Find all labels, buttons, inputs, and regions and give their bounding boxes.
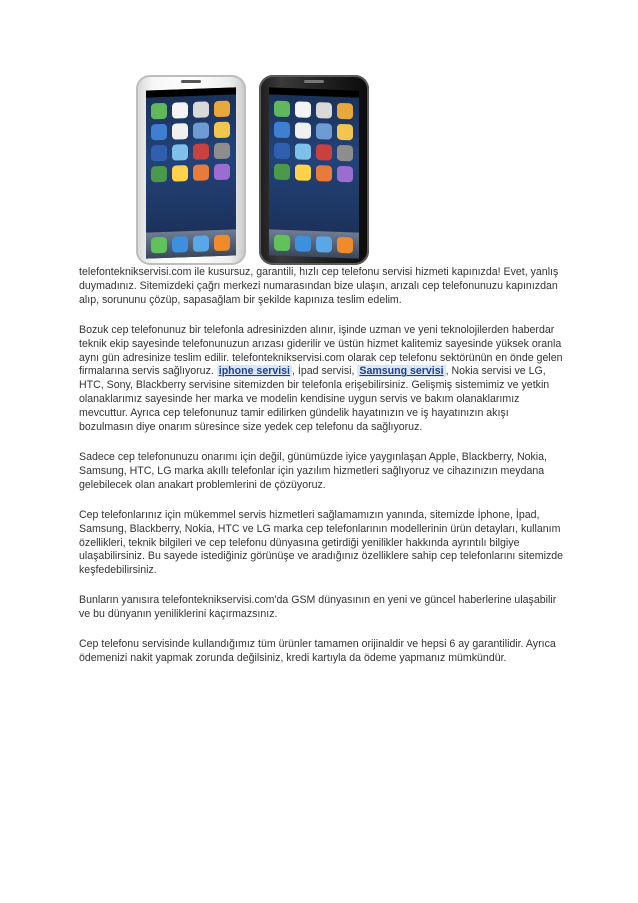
phone-photo xyxy=(136,75,380,265)
app-icon xyxy=(193,122,209,139)
paragraph-warranty: Cep telefonu servisinde kullandığımız tüm ürünler tamamen orijinaldir ve hepsi 6 ay garantilidir. Ayrıca ödemenizi nakit yapmak zorunda değilsiniz, kredi kartıyla da ödeme yapmanız mümkündür. xyxy=(79,638,556,664)
app-icon xyxy=(193,101,209,118)
app-icon-grid xyxy=(269,94,359,188)
phone-screen xyxy=(146,87,236,258)
app-icon xyxy=(316,102,332,119)
white-iphone-illustration xyxy=(136,75,246,265)
app-icon xyxy=(172,123,188,140)
app-icon xyxy=(295,122,311,139)
app-icon-grid xyxy=(146,94,236,188)
samsung-service-link[interactable]: Samsung servisi xyxy=(359,365,444,378)
app-icon xyxy=(214,101,230,118)
app-icon xyxy=(295,143,311,160)
paragraph-services xyxy=(79,324,564,435)
app-icon xyxy=(274,101,290,118)
app-icon xyxy=(151,237,167,254)
app-icon xyxy=(337,124,353,141)
app-icon xyxy=(316,236,332,253)
app-icon xyxy=(214,235,230,252)
speaker-slot xyxy=(181,80,201,83)
app-icon xyxy=(172,144,188,161)
paragraph-software: Sadece cep telefonunuzu onarımı için değil, günümüzde iyice yaygınlaşan Apple, Blackberry, Nokia, Samsung, HTC, LG marka akıllı telefonlar için yazılım hizmetleri sağlıyoruz ve cihazınızın meydana gelebilecek olan anakart problemlerini de çözüyoruz. xyxy=(79,450,547,491)
paragraph-models: Cep telefonlarınız için mükemmel servis hizmetleri sağlamamızın yanında, sitemizde İphone, İpad, Samsung, Blackberry, Nokia, HTC ve LG marka cep telefonlarının modellerinin ürün detayları, kullanım özellikleri, teknik bilgileri ve cep telefonu dünyasına getirdiği yenilikler hakkında ayrıntılı bilgiye ulaşabilirsiniz. Bu sayede istediğiniz görünüşe ve aradığınız özelliklere sahip cep telefonlarını sitemizde keşfedebilirsiniz. xyxy=(79,508,564,577)
app-icon xyxy=(214,164,230,181)
app-icon xyxy=(274,143,290,160)
app-icon xyxy=(214,122,230,139)
paragraph-news: Bunların yanısıra telefonteknikservisi.com'da GSM dünyasının en yeni ve güncel haberlerine ulaşabilir ve bu dünyanın yeniliklerini kaçırmazsınız. xyxy=(79,594,557,621)
app-icon xyxy=(295,164,311,181)
app-icon xyxy=(151,145,167,162)
app-icon xyxy=(151,124,167,141)
app-icon xyxy=(316,144,332,161)
iphone-service-link[interactable]: iphone servisi xyxy=(218,365,291,378)
app-icon xyxy=(193,143,209,160)
paragraph-text: Bozuk cep telefonunuz bir telefonla adresinizden alınır, işinde uzman ve yeni teknolojilerden haberdar teknik ekip sayesinde telefonunuzun arızası giderilir ve üstün hizmet kalitemiz sayesinde yüksek oranla aynı gün adresinize teslim edilir. telefonteknikservisi.com olarak cep telefonu sektörünün en önde gelen firmalarına servis sağlıyoruz. xyxy=(79,323,563,378)
app-icon xyxy=(337,166,353,183)
app-icon xyxy=(151,166,167,183)
phone-screen xyxy=(269,87,359,258)
article-body xyxy=(79,266,564,682)
paragraph-intro: telefonteknikservisi.com ile kusursuz, garantili, hızlı cep telefonu servisi hizmeti kapınızda! Evet, yanlış duymadınız. Sitemizdeki çağrı merkezi numarasından bize ulaşın, arızalı cep telefonunuzu kapınızdan alıp, sorununu çözüp, sapasağlam bir şekilde kapınıza teslim edelim. xyxy=(79,266,559,306)
app-icon xyxy=(193,235,209,252)
speaker-slot xyxy=(304,80,324,83)
app-icon xyxy=(337,145,353,162)
app-icon xyxy=(274,122,290,139)
app-icon xyxy=(295,101,311,118)
app-icon xyxy=(172,236,188,253)
app-icon xyxy=(214,143,230,160)
app-icon xyxy=(193,164,209,181)
app-icon xyxy=(295,235,311,252)
app-icon xyxy=(172,165,188,182)
paragraph-text: , İpad servisi, xyxy=(292,365,358,378)
app-icon xyxy=(151,103,167,120)
app-icon xyxy=(316,165,332,182)
dock xyxy=(146,229,236,258)
paragraph-text: , Nokia servisi ve LG, HTC, Sony, Blackberry servisine sitemizden bir telefonla erişebilirsiniz. Gelişmiş sistemimiz ve yetkin olanaklarımız sayesinde her marka ve modelin kendisine uygun servis ve bakım olanaklarımız mevcuttur. Ayrıca cep telefonunuz tamir edilirken gündelik hayatınızın ve iş hayatınızın akışı bozulmasın diye onarım süresince size yedek cep telefonu da sağlıyoruz. xyxy=(79,365,550,434)
app-icon xyxy=(274,235,290,252)
app-icon xyxy=(316,123,332,140)
app-icon xyxy=(337,237,353,254)
app-icon xyxy=(172,102,188,119)
app-icon xyxy=(274,164,290,181)
app-icon xyxy=(337,103,353,120)
dock xyxy=(269,229,359,258)
black-iphone-illustration xyxy=(259,75,369,265)
